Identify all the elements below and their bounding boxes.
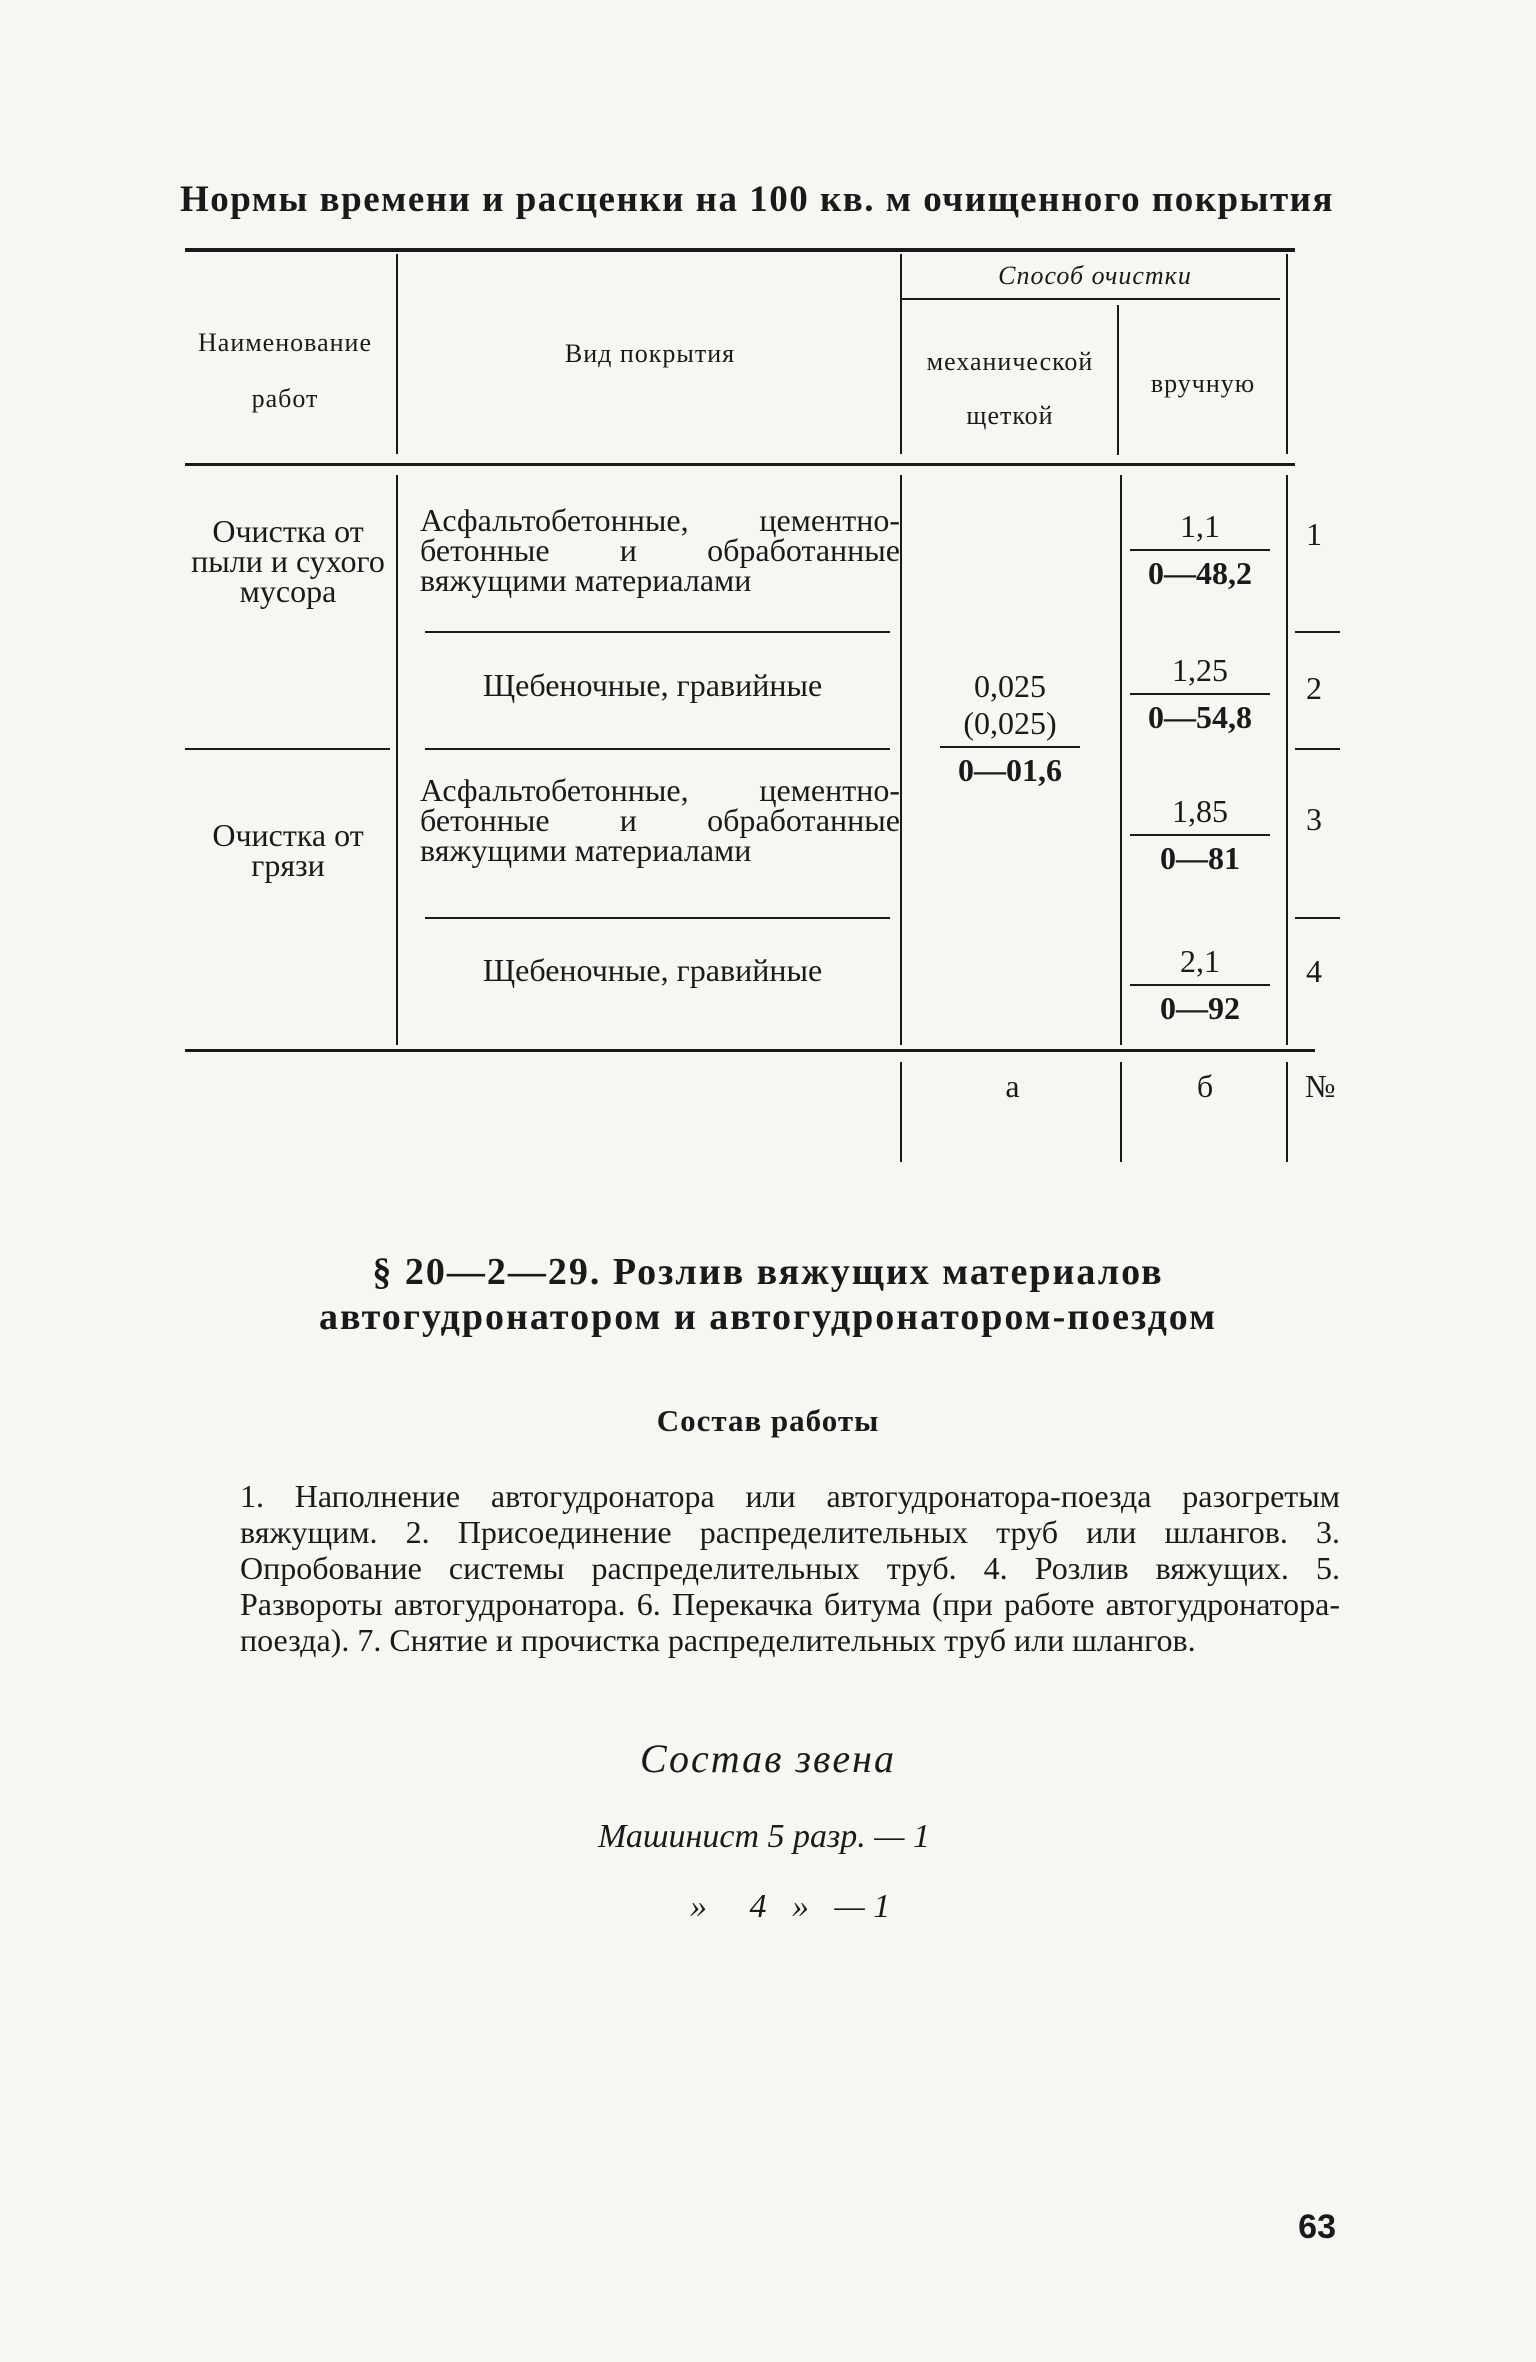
footer-label-b: б — [1196, 1068, 1214, 1104]
header-manual: вручную — [1150, 369, 1256, 398]
coating-4: Щебеночные, гравийные — [482, 952, 823, 988]
row-number-2: 2 — [1306, 670, 1322, 706]
row-number-4: 4 — [1306, 953, 1322, 989]
header-mechanical: механической щеткой — [926, 347, 1094, 430]
row-number-1: 1 — [1306, 516, 1322, 552]
header-coating-type: Вид покрытия — [564, 339, 736, 368]
mechanical-value-middle: (0,025) — [963, 705, 1057, 741]
header-method-group: Способ очистки — [998, 261, 1192, 290]
mechanical-value-top: 0,025 — [974, 668, 1046, 704]
manual-value-1: 1,1 0—48,2 — [1130, 508, 1270, 592]
group-name-1: Очистка от пыли и сухого мусора — [191, 513, 385, 609]
footer-label-num: № — [1305, 1068, 1336, 1104]
section-title-line-2: автогудронатором и автогудронатором-поездом — [319, 1296, 1217, 1338]
manual-value-2: 1,25 0—54,8 — [1130, 652, 1270, 736]
composition-text: 1. Наполнение автогудронатора или автогудронатора-поезда разогретым вяжущим. 2. Присоединение распределительных труб или шлангов. 3. Опробование системы распределительных труб. 4. Розлив вяжущих. 5. Развороты автогудронатора. 6. Перекачка битума (при работе автогудронатора-поезда). 7. Снятие и прочистка распределительных труб или шлангов. — [240, 1478, 1340, 1658]
mechanical-value — [940, 668, 1080, 789]
coating-1: Асфальтобетонные, цементно-бетонные и обработанные вяжущими материалами — [420, 502, 900, 598]
header-work-name: Наименование работ — [198, 328, 372, 413]
mechanical-value-bottom: 0—01,6 — [958, 752, 1062, 788]
crew-line-2: » 4 » — 1 — [690, 1888, 891, 1925]
manual-value-3: 1,85 0—81 — [1130, 793, 1270, 877]
crew-heading: Состав звена — [639, 1736, 896, 1781]
section-title-line-1: § 20—2—29. Розлив вяжущих материалов — [372, 1251, 1164, 1293]
group-name-2: Очистка от грязи — [212, 817, 364, 883]
coating-3: Асфальтобетонные, цементно-бетонные и обработанные вяжущими материалами — [420, 772, 900, 868]
footer-label-a: а — [1005, 1068, 1020, 1104]
manual-value-4: 2,1 0—92 — [1130, 943, 1270, 1027]
coating-2: Щебеночные, гравийные — [482, 667, 823, 703]
table-title: Нормы времени и расценки на 100 кв. м очищенного покрытия — [180, 179, 1334, 220]
composition-heading: Состав работы — [656, 1403, 880, 1438]
page-number: 63 — [1298, 2208, 1336, 2246]
crew-line-1: Машинист 5 разр. — 1 — [598, 1818, 931, 1855]
row-number-3: 3 — [1306, 801, 1322, 837]
